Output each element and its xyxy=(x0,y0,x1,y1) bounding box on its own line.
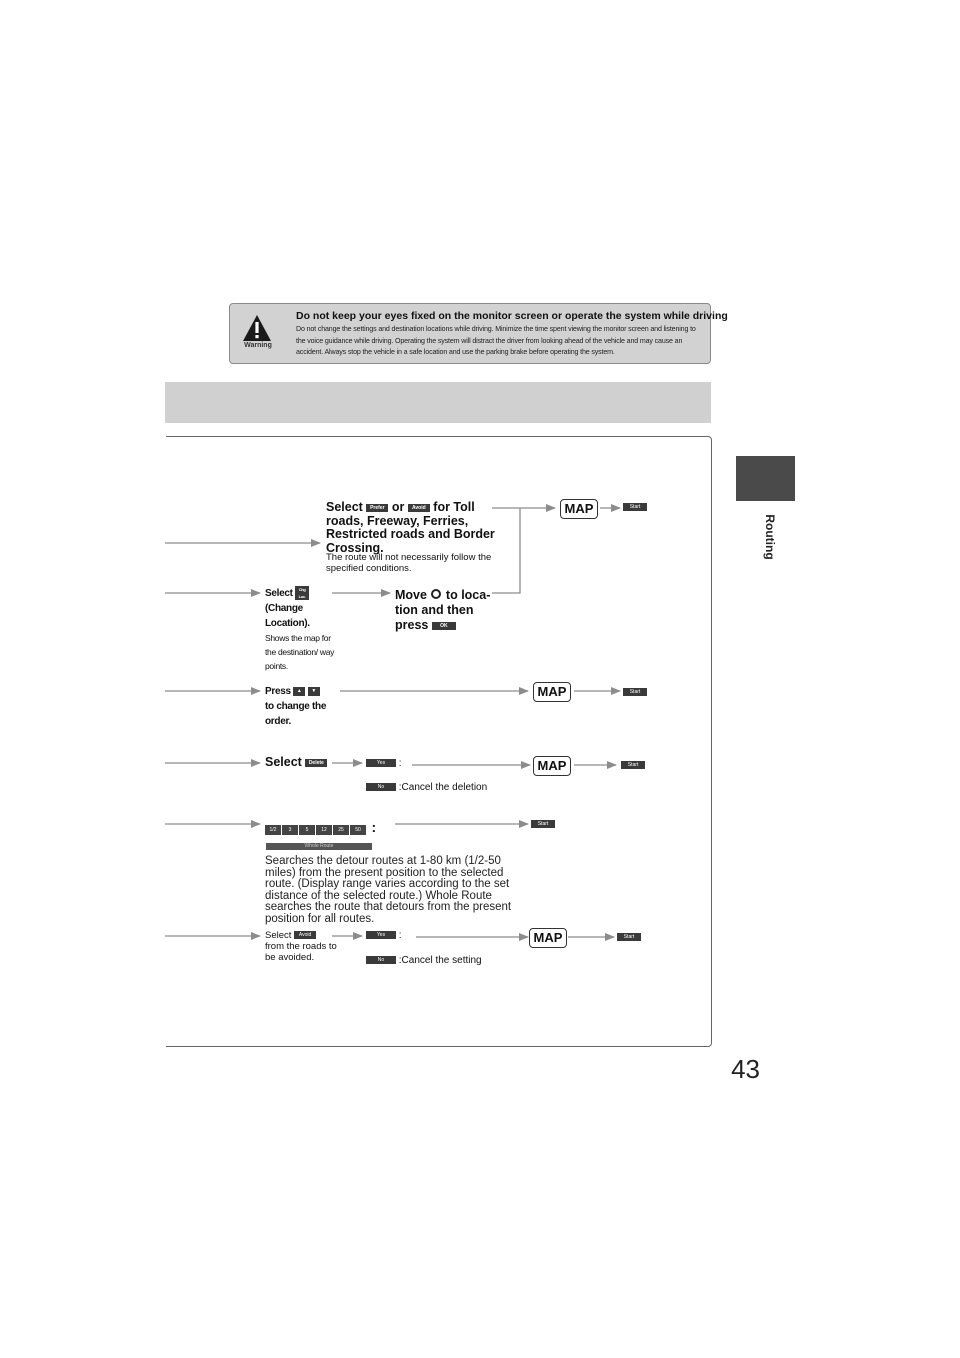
row1-text: for Toll roads, Freeway, Ferries, Restricted roads and Border Crossing. xyxy=(326,500,495,555)
row6-select: Select xyxy=(265,930,292,941)
start-button[interactable]: Start xyxy=(623,503,647,511)
prefer-button[interactable]: Prefer xyxy=(366,504,388,512)
row6-yes xyxy=(366,930,410,942)
start-button[interactable]: Start xyxy=(623,688,647,696)
row2-move-b: to loca- tion and then xyxy=(395,588,491,617)
row1-note: The route will not necessarily follow the specified conditions. xyxy=(326,552,492,574)
row5-detour-text: Searches the detour routes at 1-80 km (1/2-50 miles) from the present position to the selected route. (Display range varies according to the set distance of the selected route.) Whole Route searches the route that detours from the present position for all routes. xyxy=(265,855,512,925)
start-button[interactable]: Start xyxy=(531,820,555,828)
row2-select: Select xyxy=(265,588,293,599)
row2-note: Shows the map for the destination/ way points. xyxy=(265,633,335,671)
distance-button[interactable]: 1/2 xyxy=(265,825,281,835)
row1-instruction xyxy=(326,501,498,555)
distance-button[interactable]: 5 xyxy=(299,825,315,835)
yes-button[interactable]: Yes xyxy=(366,931,396,939)
cursor-icon xyxy=(430,588,442,600)
row6-cancel: :Cancel the setting xyxy=(398,955,482,966)
whole-route-button[interactable]: Whole Route xyxy=(266,843,372,850)
map-badge: MAP xyxy=(560,499,598,519)
warning-label: Warning xyxy=(244,342,272,349)
row4-colon: : xyxy=(398,758,402,769)
row6-instruction xyxy=(265,930,340,963)
no-button[interactable]: No xyxy=(366,783,396,791)
distance-button[interactable]: 12 xyxy=(316,825,332,835)
ok-button[interactable]: OK xyxy=(432,622,456,630)
warning-title: Do not keep your eyes fixed on the monitor screen or operate the system while driving xyxy=(296,310,728,322)
row3-press: Press xyxy=(265,686,291,697)
row5-colon: : xyxy=(371,818,377,835)
row2-move-a: Move xyxy=(395,588,427,602)
row4-no xyxy=(366,782,506,794)
distance-button[interactable]: 50 xyxy=(350,825,366,835)
no-button[interactable]: No xyxy=(366,956,396,964)
row4-yes xyxy=(366,758,406,770)
map-badge: MAP xyxy=(529,928,567,948)
distance-button[interactable]: 25 xyxy=(333,825,349,835)
map-badge: MAP xyxy=(533,682,571,702)
distance-button[interactable]: 3 xyxy=(282,825,298,835)
row2-move xyxy=(395,588,495,633)
row4-select: Select xyxy=(265,755,302,769)
row6-colon: : xyxy=(398,930,402,941)
row6-text: from the roads to be avoided. xyxy=(265,941,337,963)
yes-button[interactable]: Yes xyxy=(366,759,396,767)
row1-or: or xyxy=(391,500,405,514)
row1-select: Select xyxy=(326,500,363,514)
start-button[interactable]: Start xyxy=(617,933,641,941)
down-button[interactable]: ▼ xyxy=(308,687,320,696)
row2-instruction xyxy=(265,586,335,631)
distance-buttons xyxy=(265,818,405,836)
map-badge: MAP xyxy=(533,756,571,776)
avoid-button[interactable]: Avoid xyxy=(294,931,316,939)
start-button[interactable]: Start xyxy=(621,761,645,769)
row4-instruction xyxy=(265,756,335,770)
up-button[interactable]: ▲ xyxy=(293,687,305,696)
row2-change: (Change Location). xyxy=(265,603,310,629)
avoid-button[interactable]: Avoid xyxy=(408,504,430,512)
row3-instruction xyxy=(265,684,341,729)
row6-no xyxy=(366,955,506,967)
row4-cancel: :Cancel the deletion xyxy=(398,782,488,793)
change-location-button[interactable]: Chg Loc. xyxy=(295,586,309,600)
row3-text: to change the order. xyxy=(265,701,327,727)
warning-body: Do not change the settings and destination locations while driving. Minimize the time spent viewing the monitor screen and listening to the voice guidance while driving. Operating the system will distract the driver from looking ahead of the vehicle and may cause an accident. Always stop the vehicle in a safe location and use the parking brake before operating the system. xyxy=(296,325,696,356)
section-tab-label: Routing xyxy=(763,514,777,560)
page-number: 43 xyxy=(731,1054,760,1084)
delete-button[interactable]: Delete xyxy=(305,759,327,767)
row2-press: press xyxy=(395,618,429,632)
